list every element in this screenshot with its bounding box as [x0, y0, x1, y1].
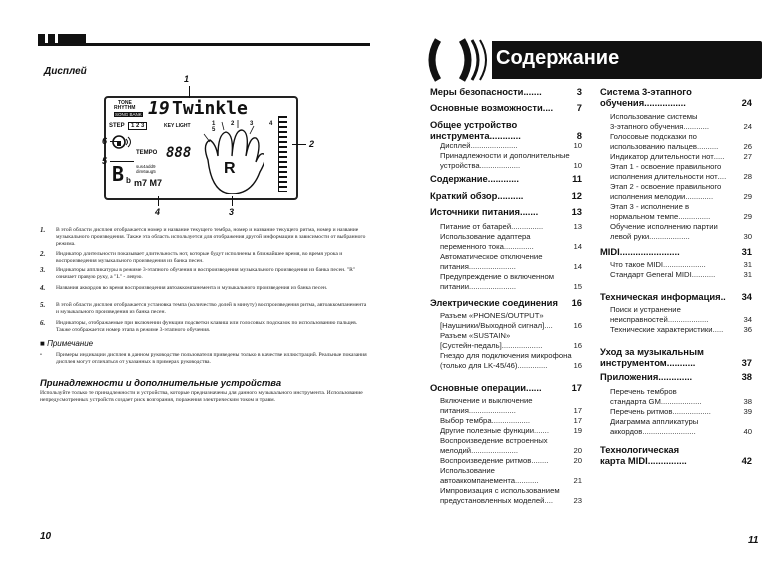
toc-page: 12	[571, 190, 582, 201]
callout-5: 5	[102, 156, 108, 166]
toc-label-cont: [Сустейн-педаль]	[440, 340, 502, 350]
toc-page: 27	[743, 152, 752, 161]
callout-1: 1	[184, 74, 190, 84]
toc-leader: ................	[644, 97, 686, 108]
toc-entry[interactable]	[610, 152, 752, 162]
toc-entry[interactable]	[440, 456, 582, 466]
toc-label: Основные возможности	[430, 102, 543, 113]
toc-label: Голосовые подсказки по	[610, 132, 697, 141]
left-page: Дисплей TONE RHYTHM SONG BANK 19 Twinkle STEP 1 2 3 KEY LIGHT TEMPO 888 B b sus4add9 dim6aug5 m7 M7 1 2 3 4 5 R 1 2 3 4 5 6 1. В этой области дисплея отображается номер и название текущего тембра, номер и название текущего ритма, номер и название музыкального произведения. Также эта область используется для отображения другой информации в зависимости от выбранного режима. 2. Индикатор длительности показывает длительность нот, которые будут исполнены в ближайшее время, во время урока и воспроизведения музыкального произведения из банка песен. 3. Индикаторы аппликатуры в режиме 3-этапного обучения и воспроизведения музыкального произведения из банка песен. "R" означает правую руку, а "L" - левую. 4. Названия аккордов во время воспроизведения автоаккомпанемента и музыкального произведения из банка песен. 5. В этой области дисплея отображается установка темпа (количество долей в минуту) воспроизведения ритма, автоаккомпанемента и музыкального произведения из банка песен. 6. Индикаторы, отображаемые при включении функции подсветки клавиш или голосовых подсказок по использованию пальцев. Также отображается номер этапа в режиме 3-этапного обучения. ■ Примечание • Примеры индикации дисплея в данном руководстве пользователя приведены только в качестве иллюстраций. Реальные показания дисплея могут отличаться от указанных в примерах руководства. Принадлежности и дополнительные устройства Используйте только те принадлежности и устройства, которые предназначены для данного музыкального инструмента. Использование непредусмотренных устройств создает риск возгорания, поражения электрическим током и травм. 10	[0, 0, 392, 565]
toc-page: 28	[743, 171, 752, 181]
desc-text: Названия аккордов во время воспроизведения автоаккомпанемента и музыкального произведения из банка песен.	[56, 285, 328, 291]
chord-types: m7 M7	[134, 178, 163, 188]
chord-root: B	[112, 162, 125, 186]
note-text: Примеры индикации дисплея в данном руководстве пользователя приведены только в качестве иллюстраций. Реальные показания дисплея могут отличаться от указанных в примерах руководства.	[56, 352, 367, 366]
toc-label: Перечень тембров	[610, 387, 677, 396]
callout-line	[232, 196, 233, 206]
toc-heading-entry[interactable]	[430, 102, 582, 113]
toc-label: Стандарт General MIDI	[610, 270, 692, 279]
toc-entry[interactable]	[440, 252, 582, 271]
toc-page: 16	[573, 340, 582, 350]
toc-label-cont: переменного тока	[440, 241, 504, 251]
desc-number: 5.	[40, 301, 46, 309]
toc-label-cont: левой руки	[610, 231, 650, 241]
toc-label: Диаграмма аппликатуры	[610, 417, 699, 426]
toc-page: 17	[571, 382, 582, 393]
toc-leader: ...........	[691, 270, 716, 279]
rhythm-label: RHYTHM	[114, 105, 136, 111]
toc-entry[interactable]	[610, 305, 752, 324]
toc-heading-entry[interactable]	[600, 371, 752, 382]
toc-label: Этап 1 - освоение правильного	[610, 162, 722, 171]
toc-leader: ......................	[471, 445, 519, 455]
toc-leader: ............	[489, 130, 521, 141]
toc-page: 34	[741, 291, 752, 302]
toc-entry[interactable]	[440, 426, 582, 436]
toc-entry[interactable]	[440, 151, 582, 170]
callout-line	[110, 141, 120, 142]
desc-text: Индикаторы аппликатуры в режиме 3-этапного обучения и воспроизведения музыкального произведения из банка песен. "R" означает правую руку, а "L" - левую.	[56, 267, 356, 281]
toc-entry[interactable]	[440, 141, 582, 151]
toc-label-cont: автоаккомпанемента	[440, 475, 516, 485]
toc-label: Основные операции	[430, 382, 526, 393]
toc-entry[interactable]	[440, 222, 582, 232]
toc-label: Технические характеристики	[610, 325, 713, 334]
toc-label-cont: использованию пальцев	[610, 141, 697, 151]
toc-heading-entry[interactable]	[600, 444, 752, 466]
toc-leader: ....	[544, 320, 553, 330]
toc-label: Использование	[440, 466, 495, 475]
toc-leader: ..........	[696, 141, 719, 151]
toc-label: MIDI	[600, 246, 620, 257]
toc-leader: .......	[519, 206, 539, 217]
toc-page: 8	[576, 130, 582, 141]
toc-label: Дисплей	[440, 141, 471, 150]
toc-heading-entry[interactable]	[600, 346, 752, 368]
toc-leader: ....	[542, 102, 554, 113]
voice-guide-icon	[110, 134, 132, 152]
chord-flat: b	[126, 176, 131, 185]
toc-label: Меры безопасности	[430, 86, 524, 97]
toc-label: Воспроизведение ритмов	[440, 456, 532, 465]
toc-leader: ...................	[479, 160, 521, 170]
toc-leader: ...........	[515, 475, 539, 485]
toc-heading-entry[interactable]	[430, 173, 582, 184]
toc-label: Краткий обзор	[430, 190, 498, 201]
desc-number: 1.	[40, 226, 46, 234]
toc-label-cont: питания	[440, 261, 469, 271]
toc-label-cont: обучения	[600, 97, 645, 108]
toc-label-cont: предустановленных моделей	[440, 495, 545, 505]
toc-label: Предупреждение о включенном	[440, 272, 555, 281]
toc-leader: ...............	[511, 222, 544, 231]
toc-leader: ......................	[468, 261, 516, 271]
toc-label: Этап 3 - исполнение в	[610, 202, 690, 211]
toc-label-cont: исполнения длительности нот	[610, 171, 718, 181]
toc-page: 10	[573, 141, 582, 150]
callout-3: 3	[229, 207, 235, 217]
lcd-display	[104, 96, 298, 200]
toc-label: Использование системы	[610, 112, 698, 121]
toc-entry[interactable]	[440, 466, 582, 485]
tempo-value: 888	[166, 145, 192, 161]
desc-number: 3.	[40, 266, 46, 274]
toc-leader: ...................	[667, 314, 709, 324]
header-block	[38, 34, 45, 44]
toc-entry[interactable]	[440, 232, 582, 251]
toc-page: 16	[573, 360, 582, 370]
toc-label: Индикатор длительности нот	[610, 152, 714, 161]
toc-leader: ...............	[647, 455, 687, 466]
toc-label: Содержание	[430, 173, 488, 184]
toc-leader: .......	[523, 86, 542, 97]
desc-text: Индикаторы, отображаемые при включении функции подсветки клавиш или голосовых подсказок по использованию пальцев. Также отображается номер этапа в режиме 3-этапного обучения.	[56, 320, 358, 334]
toc-column-2	[600, 86, 752, 516]
tempo-label: TEMPO	[136, 150, 158, 156]
toc-heading: Содержание	[496, 47, 620, 69]
step-label: STEP	[109, 123, 125, 129]
toc-label-cont: (только для LK-45/46)	[440, 360, 518, 370]
toc-heading-entry[interactable]	[600, 86, 752, 108]
toc-label-cont: стандарта GM	[610, 396, 661, 406]
toc-heading-entry[interactable]	[430, 190, 582, 201]
toc-leader: ..........	[497, 190, 524, 201]
toc-leader: ............	[487, 173, 520, 184]
toc-label-cont: карта MIDI	[600, 455, 648, 466]
toc-label: Питание от батарей	[440, 222, 512, 231]
toc-label: Автоматическое отключение	[440, 252, 543, 261]
toc-label-cont: питания	[440, 405, 469, 415]
song-bank-label: SONG BANK	[115, 112, 142, 117]
toc-label-cont: устройства	[440, 160, 480, 170]
desc-text: В этой области дисплея отображается номер и название текущего тембра, номер и название текущего ритма, номер и название музыкального произведения. Также эта область используется для отображения другой информации в зависимости от выбранного режима.	[56, 227, 366, 248]
callout-line	[158, 196, 159, 206]
section-title: Дисплей	[44, 66, 87, 77]
page-number-right: 11	[748, 535, 759, 546]
toc-page: 13	[571, 206, 582, 217]
toc-label-cont: неисправностей	[610, 314, 668, 324]
hand-label: R	[224, 160, 236, 177]
toc-page: 36	[743, 325, 752, 334]
finger-numbers: 1 2 3 4 5	[212, 121, 280, 133]
accessories-text: Используйте только те принадлежности и устройства, которые предназначены для данного музыкального инструмента. Использование непредусмотренных устройств создает риск возгорания, поражения электрическим током и травм.	[40, 390, 363, 404]
toc-page: 19	[573, 426, 582, 435]
toc-leader: ....	[717, 171, 727, 181]
toc-page: 26	[743, 141, 752, 151]
toc-heading-entry[interactable]	[430, 297, 582, 308]
toc-label-cont: питании	[440, 281, 470, 291]
toc-label: Система 3-этапного	[600, 86, 692, 97]
toc-page: 31	[741, 246, 752, 257]
toc-label: Что такое MIDI	[610, 260, 664, 269]
desc-number: 2.	[40, 250, 46, 258]
note-title-text: Примечание	[47, 339, 94, 348]
toc-leader: .....	[713, 152, 725, 161]
desc-text: В этой области дисплея отображается установка темпа (количество долей в минуту) воспроизведения ритма, автоаккомпанемента и музыкального произведения из банка песен.	[56, 302, 367, 316]
toc-leader: ..............	[503, 241, 534, 251]
toc-entry[interactable]	[440, 272, 582, 291]
toc-page: 42	[741, 455, 752, 466]
chord-small: sus4add9 dim6aug5	[136, 164, 156, 174]
toc-leader: ......................	[468, 405, 516, 415]
toc-entry[interactable]	[610, 417, 752, 436]
desc-text: Индикатор длительности показывает длительность нот, которые будут исполнены в ближайшее время, во время урока и воспроизведения музыкального произведения из банка песен.	[56, 251, 343, 265]
toc-label: Использование адаптера	[440, 232, 531, 241]
toc-label-cont: мелодий	[440, 445, 472, 455]
toc-page: 38	[741, 371, 752, 382]
toc-page: 15	[573, 281, 582, 291]
toc-label-cont: [Наушники/Выходной сигнал]	[440, 320, 545, 330]
toc-label: Импровизация с использованием	[440, 486, 560, 495]
toc-leader: .......	[534, 426, 549, 435]
toc-page: 14	[573, 261, 582, 271]
toc-entry[interactable]	[610, 162, 752, 181]
toc-leader: ....................	[663, 260, 706, 269]
toc-page: 24	[741, 97, 752, 108]
toc-label: Разъем «SUSTAIN»	[440, 331, 511, 340]
toc-leader: .............	[658, 371, 693, 382]
toc-entry[interactable]	[610, 132, 752, 151]
toc-leader: ..............	[517, 360, 548, 370]
toc-page: 31	[743, 270, 752, 279]
toc-label-cont: инструментом	[600, 357, 667, 368]
toc-column-1	[430, 86, 584, 516]
toc-leader: ...................	[660, 396, 702, 406]
toc-label: Техническая информация	[600, 291, 721, 302]
lcd-number: 19	[148, 98, 170, 119]
toc-label-cont: нормальном темпе	[610, 211, 679, 221]
toc-heading-entry[interactable]	[430, 382, 582, 393]
toc-page: 29	[743, 211, 752, 221]
note-title: ■ Примечание	[40, 339, 94, 348]
toc-leader: ...........	[666, 357, 696, 368]
toc-entry[interactable]	[610, 112, 752, 131]
page-number-left: 10	[40, 531, 52, 542]
header-rule	[38, 43, 370, 46]
tone-label: TONE	[118, 100, 132, 106]
key-light-label: KEY LIGHT	[164, 123, 191, 129]
toc-entry[interactable]	[440, 331, 582, 350]
toc-leader: .........................	[642, 426, 696, 436]
callout-line	[292, 144, 306, 145]
callout-line	[110, 161, 134, 162]
note-length-indicator	[278, 116, 287, 192]
bracket-icon	[424, 36, 496, 84]
callout-line	[189, 86, 190, 98]
toc-page: 38	[743, 396, 752, 406]
toc-label: Другие полезные функции	[440, 426, 534, 435]
toc-leader: ..................	[672, 407, 711, 416]
toc-label-cont: аккордов	[610, 426, 643, 436]
toc-entry[interactable]	[610, 260, 752, 270]
toc-label: Источники питания	[430, 206, 520, 217]
toc-leader: ....	[544, 495, 554, 505]
toc-page: 30	[743, 231, 752, 241]
toc-leader: ........	[531, 456, 549, 465]
toc-entry[interactable]	[610, 202, 752, 221]
toc-leader: ...................	[501, 340, 543, 350]
toc-heading-entry[interactable]	[600, 246, 752, 257]
toc-page: 14	[573, 241, 582, 251]
toc-leader	[558, 297, 572, 308]
toc-entry[interactable]	[440, 396, 582, 415]
callout-2: 2	[309, 139, 315, 149]
callout-4: 4	[155, 207, 161, 217]
toc-page: 24	[743, 121, 752, 131]
toc-page: 20	[573, 445, 582, 455]
header-block	[58, 34, 86, 44]
toc-leader: ..	[720, 291, 726, 302]
desc-number: 6.	[40, 319, 46, 327]
toc-label: Уход за музыкальным	[600, 346, 704, 357]
toc-label: Воспроизведение встроенных	[440, 436, 548, 445]
desc-number: 4.	[40, 284, 46, 292]
toc-leader: ..................	[491, 416, 531, 425]
toc-label: Выбор тембра	[440, 416, 492, 425]
step-numbers: 1 2 3	[128, 122, 147, 130]
toc-label: Перечень ритмов	[610, 407, 673, 416]
toc-page: 13	[573, 222, 582, 231]
toc-entry[interactable]	[610, 407, 752, 417]
toc-label: Принадлежности и дополнительные	[440, 151, 570, 160]
toc-page: 37	[741, 357, 752, 368]
toc-label: Общее устройство	[430, 119, 518, 130]
header-block	[48, 34, 55, 44]
toc-page: 16	[571, 297, 582, 308]
callout-6: 6	[102, 136, 108, 146]
toc-leader: ......................	[470, 141, 518, 150]
toc-entry[interactable]	[440, 311, 582, 330]
toc-entry[interactable]	[610, 387, 752, 406]
toc-leader: ...............	[678, 211, 711, 221]
toc-label: Электрические соединения	[430, 297, 558, 308]
toc-page: 34	[743, 314, 752, 324]
toc-page: 29	[743, 191, 752, 201]
toc-page: 11	[572, 173, 582, 184]
toc-label-cont: исполнения мелодии	[610, 191, 686, 201]
accessories-title: Принадлежности и дополнительные устройства	[40, 377, 282, 388]
toc-leader: ......................	[469, 281, 517, 291]
toc-label: Разъем «PHONES/OUTPUT»	[440, 311, 544, 320]
toc-page: 21	[573, 475, 582, 485]
toc-entry[interactable]	[610, 182, 752, 201]
toc-label: Этап 2 - освоение правильного	[610, 182, 722, 191]
toc-page: 3	[576, 86, 582, 97]
toc-entry[interactable]	[610, 222, 752, 241]
toc-entry[interactable]	[440, 351, 582, 370]
toc-heading-entry[interactable]	[430, 86, 582, 97]
toc-leader: .......................	[619, 246, 680, 257]
toc-heading-entry[interactable]	[600, 291, 752, 302]
toc-label: Включение и выключение	[440, 396, 533, 405]
toc-label: Гнездо для подключения микрофона	[440, 351, 572, 360]
toc-page: 20	[573, 456, 582, 465]
toc-leader: .....	[712, 325, 724, 334]
right-page	[392, 0, 783, 565]
toc-label-cont: инструмента	[430, 130, 490, 141]
toc-label: Приложения	[600, 371, 659, 382]
toc-label: Технологическая	[600, 444, 680, 455]
toc-page: 10	[573, 160, 582, 170]
toc-leader: .............	[685, 191, 714, 201]
toc-entry[interactable]	[610, 270, 752, 280]
toc-leader: ............	[683, 121, 710, 131]
toc-leader: ......	[525, 382, 542, 393]
toc-entry[interactable]	[440, 416, 582, 426]
toc-label: Поиск и устранение	[610, 305, 681, 314]
toc-page: 31	[743, 260, 752, 269]
toc-label-cont: 3-этапного обучения	[610, 121, 684, 131]
toc-page: 7	[576, 102, 582, 113]
toc-page: 39	[743, 407, 752, 416]
toc-heading-entry[interactable]	[430, 119, 582, 141]
toc-page: 17	[573, 405, 582, 415]
toc-label: Обучение исполнению партии	[610, 222, 718, 231]
lcd-name: Twinkle	[172, 98, 248, 119]
toc-page: 17	[573, 416, 582, 425]
toc-entry[interactable]	[610, 325, 752, 335]
toc-page: 40	[743, 426, 752, 436]
toc-entry[interactable]	[440, 486, 582, 505]
toc-page: 23	[573, 495, 582, 505]
toc-page: 16	[573, 320, 582, 330]
toc-entry[interactable]	[440, 436, 582, 455]
toc-leader: ...................	[649, 231, 690, 241]
toc-heading-entry[interactable]	[430, 206, 582, 217]
